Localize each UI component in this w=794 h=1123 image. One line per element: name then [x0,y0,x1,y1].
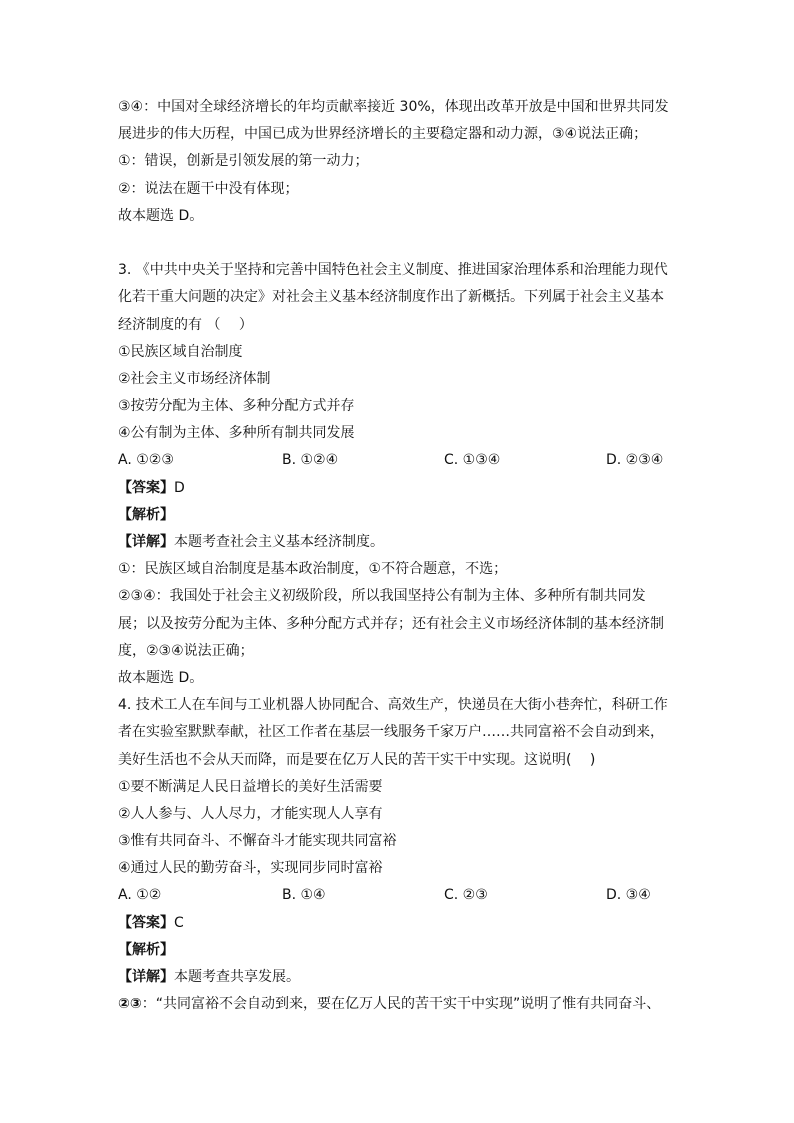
q4-detail [118,964,678,991]
q4-choices [118,882,678,909]
q4-choice-c: C. ②③ [444,887,488,904]
q4-choice-b: B. ①④ [282,887,326,904]
q3-choices [118,447,678,474]
q4-detail-label: 【详解】 [118,969,174,985]
q4-explain-text: ：“共同富裕不会自动到来，要在亿万人民的苦干实干中实现”说明了惟有共同奋斗、 [141,996,661,1013]
q4-item: ③惟有共同奋斗、不懈奋斗才能实现共同富裕 [118,833,397,850]
q4-item: ②人人参与、人人尽力，才能实现人人享有 [118,805,383,822]
q4-stem-line: 美好生活也不会从天而降，而是要在亿万人民的苦干实干中实现。这说明( ) [118,751,596,768]
q3-item: ④公有制为主体、多种所有制共同发展 [118,425,355,442]
q3-stem-line: 经济制度的有 （ ） [118,316,253,333]
q4-explain-prefix: ②③ [118,996,142,1013]
q2-conclusion: 故本题选 D。 [118,207,204,224]
q3-item: ③按劳分配为主体、多种分配方式并存 [118,398,355,415]
q3-item: ①民族区域自治制度 [118,343,243,360]
q2-line: ①：错误，创新是引领发展的第一动力； [118,153,369,170]
q3-conclusion: 故本题选 D。 [118,669,204,686]
q3-answer-value: D [174,479,185,496]
q2-line: 展进步的伟大历程，中国已成为世界经济增长的主要稳定器和动力源，③④说法正确； [118,126,648,143]
question-3 [118,257,678,692]
q3-detail-text: 本题考查社会主义基本经济制度。 [174,534,384,550]
question-4 [118,692,678,1018]
q4-item: ①要不断满足人民日益增长的美好生活需要 [118,778,383,795]
q3-item: ②社会主义市场经济体制 [118,370,271,387]
q4-explain-line [118,991,678,1018]
q4-stem-line: 者在实验室默默奉献，社区工作者在基层一线服务千家万户……共同富裕不会自动到来， [118,724,664,741]
q3-answer [118,475,678,502]
q4-choice-d: D. ③④ [606,887,651,904]
q3-analysis-label: 【解析】 [118,506,174,523]
q3-answer-label: 【答案】 [118,479,174,496]
q3-stem-line: 化若干重大问题的决定》对社会主义基本经济制度作出了新概括。下列属于社会主义基本 [118,289,664,306]
q2-line: ②：说法在题干中没有体现； [118,180,299,197]
q3-explain-line: ①：民族区域自治制度是基本政治制度，①不符合题意，不选； [118,561,508,578]
q3-explain-line: 展；以及按劳分配为主体、多种分配方式并存；还有社会主义市场经济体制的基本经济制 [118,615,664,632]
q3-explain-line: ②③④：我国处于社会主义初级阶段，所以我国坚持公有制为主体、多种所有制共同发 [118,588,646,605]
q4-choice-a: A. ①② [118,887,162,904]
q3-choice-c: C. ①③④ [444,452,501,469]
q4-stem-line: 4. 技术工人在车间与工业机器人协同配合、高效生产，快递员在大街小巷奔忙，科研工作 [118,697,668,714]
q4-analysis-label: 【解析】 [118,941,174,958]
q3-detail-label: 【详解】 [118,534,174,550]
q3-choice-b: B. ①②④ [282,452,339,469]
q3-detail [118,529,678,556]
q2-explanation [118,94,678,230]
spacer [118,230,678,257]
q3-choice-a: A. ①②③ [118,452,174,469]
q3-explain-line: 度，②③④说法正确； [118,642,254,659]
q4-answer [118,910,678,937]
q3-stem-line: 3. 《中共中央关于坚持和完善中国特色社会主义制度、推进国家治理体系和治理能力现代 [118,262,668,279]
document-page [118,94,678,1018]
q4-item: ④通过人民的勤劳奋斗，实现同步同时富裕 [118,860,383,877]
q4-answer-label: 【答案】 [118,914,174,931]
q2-line: ③④：中国对全球经济增长的年均贡献率接近 30%，体现出改革开放是中国和世界共同发 [118,99,669,115]
q3-choice-d: D. ②③④ [606,452,664,469]
q4-answer-value: C [174,914,184,931]
q4-detail-text: 本题考查共享发展。 [174,969,300,985]
